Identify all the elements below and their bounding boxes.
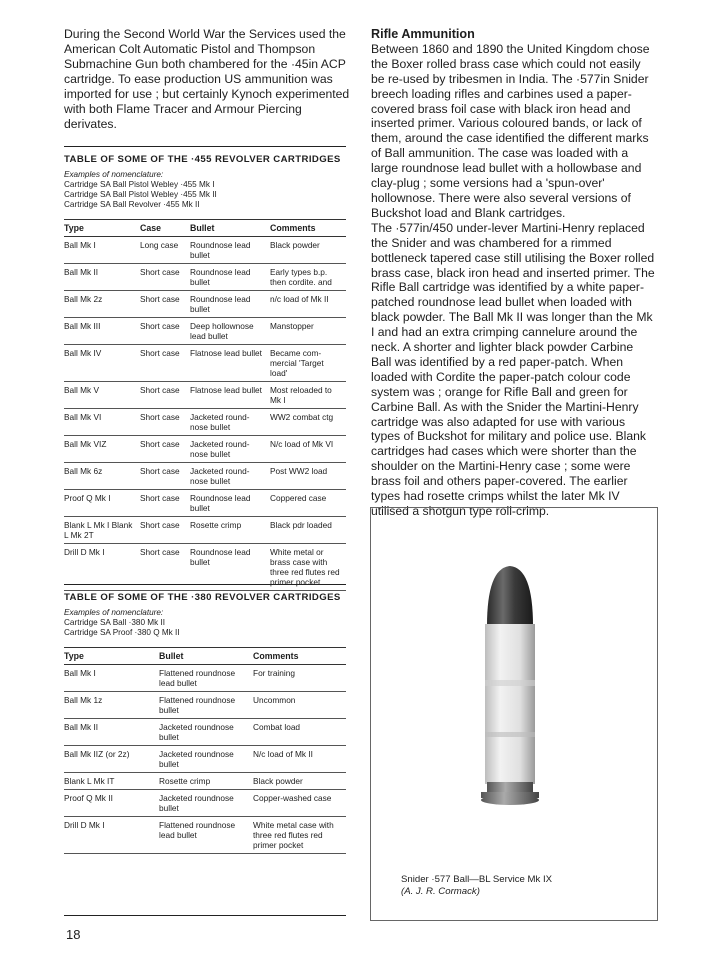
table-455 (64, 219, 346, 591)
table-cell: Coppered case (270, 490, 346, 517)
column-header: Bullet (190, 220, 270, 237)
column-header: Case (140, 220, 190, 237)
table-row (64, 719, 346, 746)
table-cell: Rosette crimp (190, 517, 270, 544)
table-cell: Jacketed roundnose bullet (159, 746, 253, 773)
table-row (64, 345, 346, 382)
table-cell: Roundnose lead bullet (190, 490, 270, 517)
table-cell: Ball Mk I (64, 237, 140, 264)
table-cell: Flattened roundnose bullet (159, 692, 253, 719)
table-row (64, 692, 346, 719)
table-cell: Short case (140, 345, 190, 382)
column-header: Type (64, 648, 159, 665)
table-cell: n/c load of Mk II (270, 291, 346, 318)
table-cell: Ball Mk 1z (64, 692, 159, 719)
bottom-rule (64, 915, 346, 916)
table-cell: Manstopper (270, 318, 346, 345)
table-cell: Ball Mk VI (64, 409, 140, 436)
table-455-nomenclature: Examples of nomenclature: Cartridge SA Ball Pistol Webley ·455 Mk I Cartridge SA Ball Pistol Webley ·455 Mk II Cartridge SA Ball Revolver ·455 Mk II (64, 170, 217, 209)
table-cell: Ball Mk 2z (64, 291, 140, 318)
column-header: Comments (270, 220, 346, 237)
table-row (64, 264, 346, 291)
table-cell: Ball Mk 6z (64, 463, 140, 490)
table-cell: Ball Mk III (64, 318, 140, 345)
table-cell: WW2 combat ctg (270, 409, 346, 436)
table-cell: Black powder (270, 237, 346, 264)
table-row (64, 517, 346, 544)
table-380-title: TABLE OF SOME OF THE ·380 REVOLVER CARTRIDGES (64, 584, 346, 605)
table-cell: Most reloaded to Mk I (270, 382, 346, 409)
table-cell: Ball Mk II (64, 264, 140, 291)
intro-paragraph: During the Second World War the Services used the American Colt Automatic Pistol and Thompson Submachine Gun both chambered for the ·45in ACP cartridge. To ease production US ammunition was imported for use ; but certainly Kynoch experimented with both Flame Tracer and Armour Piercing derivates. (64, 27, 350, 131)
table-cell: Short case (140, 291, 190, 318)
table-cell: Combat load (253, 719, 346, 746)
table-cell: Flattened roundnose lead bullet (159, 665, 253, 692)
table-cell: Rosette crimp (159, 773, 253, 790)
table-cell: Jacketed roundnose bullet (159, 790, 253, 817)
cartridge-photo (371, 508, 657, 848)
table-row (64, 382, 346, 409)
table-cell: Post WW2 load (270, 463, 346, 490)
rifle-paragraph-2: The ·577in/450 under-lever Martini-Henry replaced the Snider and was chambered for a rimmed bottleneck tapered case still utilising the Boxer rolled brass case, black iron head and inserted primer. The Rifle Ball cartridge was identified by a white paper-patched roundnose lead bullet when loaded with black powder. The Ball Mk II was longer than the Mk I and had an extra crimping cannelure around the neck. A shorter and lighter black powder Carbine Ball was identified by a red paper-patch. When loaded with Cordite the paper-patch colour code system was ; orange for Rifle Ball and green for Carbine Ball. As with the Snider the Martini-Henry cartridge was also adapted for use with various types of Buckshot for military and police use. Blank cartridges had cases which were shorter than the shoulder on the Martini-Henry case ; some were brass foil and others paper-covered. The earlier types had rosette crimps whilst the later Mk IV utilised a shotgun type roll-crimp. (371, 220, 655, 518)
column-header: Type (64, 220, 140, 237)
table-cell: N/c load of Mk II (253, 746, 346, 773)
table-cell: Blank L Mk IT (64, 773, 159, 790)
table-cell: Roundnose lead bullet (190, 237, 270, 264)
table-cell: Short case (140, 382, 190, 409)
page-number: 18 (66, 927, 81, 942)
table-cell: Proof Q Mk II (64, 790, 159, 817)
rifle-ammunition-section (371, 27, 656, 519)
table-cell: Long case (140, 237, 190, 264)
table-cell: Short case (140, 544, 190, 591)
table-row (64, 409, 346, 436)
photo-frame (370, 507, 658, 921)
bullet-tip (487, 566, 533, 626)
table-cell: Short case (140, 264, 190, 291)
table-455-section (64, 146, 346, 591)
table-cell: Short case (140, 409, 190, 436)
table-cell: Became com-mercial 'Target load' (270, 345, 346, 382)
table-cell: Blank L Mk I Blank L Mk 2T (64, 517, 140, 544)
table-row (64, 436, 346, 463)
table-row (64, 665, 346, 692)
table-row (64, 817, 346, 854)
table-cell: N/c load of Mk VI (270, 436, 346, 463)
table-cell: Deep hollownose lead bullet (190, 318, 270, 345)
table-cell: Short case (140, 436, 190, 463)
table-cell: For training (253, 665, 346, 692)
rifle-paragraph-1: Between 1860 and 1890 the United Kingdom chose the Boxer rolled brass case which could not easily be re-used by tribesmen in India. The ·577in Snider breech loading rifles and carbines used a paper-covered brass foil case with black iron head and inserted primer. Various coloured bands, or lack of them, around the case identified the different marks of Ball ammunition. The case was loaded with a large roundnose lead bullet with a hollowbase and clay-plug ; some versions had a 'spun-over' hollownose. There were also several versions of Buckshot load and Blank cartridges. (371, 41, 650, 220)
table-cell: Roundnose lead bullet (190, 291, 270, 318)
table-cell: Jacketed roundnose bullet (159, 719, 253, 746)
table-cell: White metal or brass case with three red flutes red primer pocket (270, 544, 346, 591)
table-row (64, 291, 346, 318)
table-380-section (64, 584, 346, 854)
table-cell: Jacketed round-nose bullet (190, 436, 270, 463)
table-cell: Roundnose lead bullet (190, 544, 270, 591)
table-cell: Copper-washed case (253, 790, 346, 817)
table-cell: Jacketed round-nose bullet (190, 409, 270, 436)
table-row (64, 773, 346, 790)
table-row (64, 746, 346, 773)
table-cell: Flattened roundnose lead bullet (159, 817, 253, 854)
table-cell: Early types b.p. then cordite. and (270, 264, 346, 291)
column-header: Comments (253, 648, 346, 665)
table-cell: Drill D Mk I (64, 544, 140, 591)
table-cell: Ball Mk II (64, 719, 159, 746)
table-cell: Black pdr loaded (270, 517, 346, 544)
table-cell: Ball Mk I (64, 665, 159, 692)
table-cell: Proof Q Mk I (64, 490, 140, 517)
table-cell: Roundnose lead bullet (190, 264, 270, 291)
table-cell: White metal case with three red flutes red primer pocket (253, 817, 346, 854)
table-cell: Ball Mk IV (64, 345, 140, 382)
table-cell: Ball Mk V (64, 382, 140, 409)
photo-caption: Snider ·577 Ball—BL Service Mk IX (A. J. R. Cormack) (401, 874, 553, 897)
table-380 (64, 647, 346, 854)
table-455-title: TABLE OF SOME OF THE ·455 REVOLVER CARTRIDGES (64, 146, 346, 167)
table-cell: Black powder (253, 773, 346, 790)
table-cell: Short case (140, 463, 190, 490)
table-cell: Drill D Mk I (64, 817, 159, 854)
table-cell: Short case (140, 490, 190, 517)
table-cell: Flatnose lead bullet (190, 382, 270, 409)
table-cell: Ball Mk VIZ (64, 436, 140, 463)
table-row (64, 318, 346, 345)
table-row (64, 237, 346, 264)
cartridge-case (485, 624, 535, 784)
table-cell: Uncommon (253, 692, 346, 719)
table-380-nomenclature: Examples of nomenclature: Cartridge SA Ball ·380 Mk II Cartridge SA Proof ·380 Q Mk II (64, 608, 180, 637)
table-row (64, 463, 346, 490)
table-cell: Jacketed round-nose bullet (190, 463, 270, 490)
table-cell: Short case (140, 318, 190, 345)
table-cell: Short case (140, 517, 190, 544)
table-row (64, 490, 346, 517)
section-heading: Rifle Ammunition (371, 27, 475, 41)
table-cell: Flatnose lead bullet (190, 345, 270, 382)
table-row (64, 790, 346, 817)
column-header: Bullet (159, 648, 253, 665)
table-cell: Ball Mk IIZ (or 2z) (64, 746, 159, 773)
